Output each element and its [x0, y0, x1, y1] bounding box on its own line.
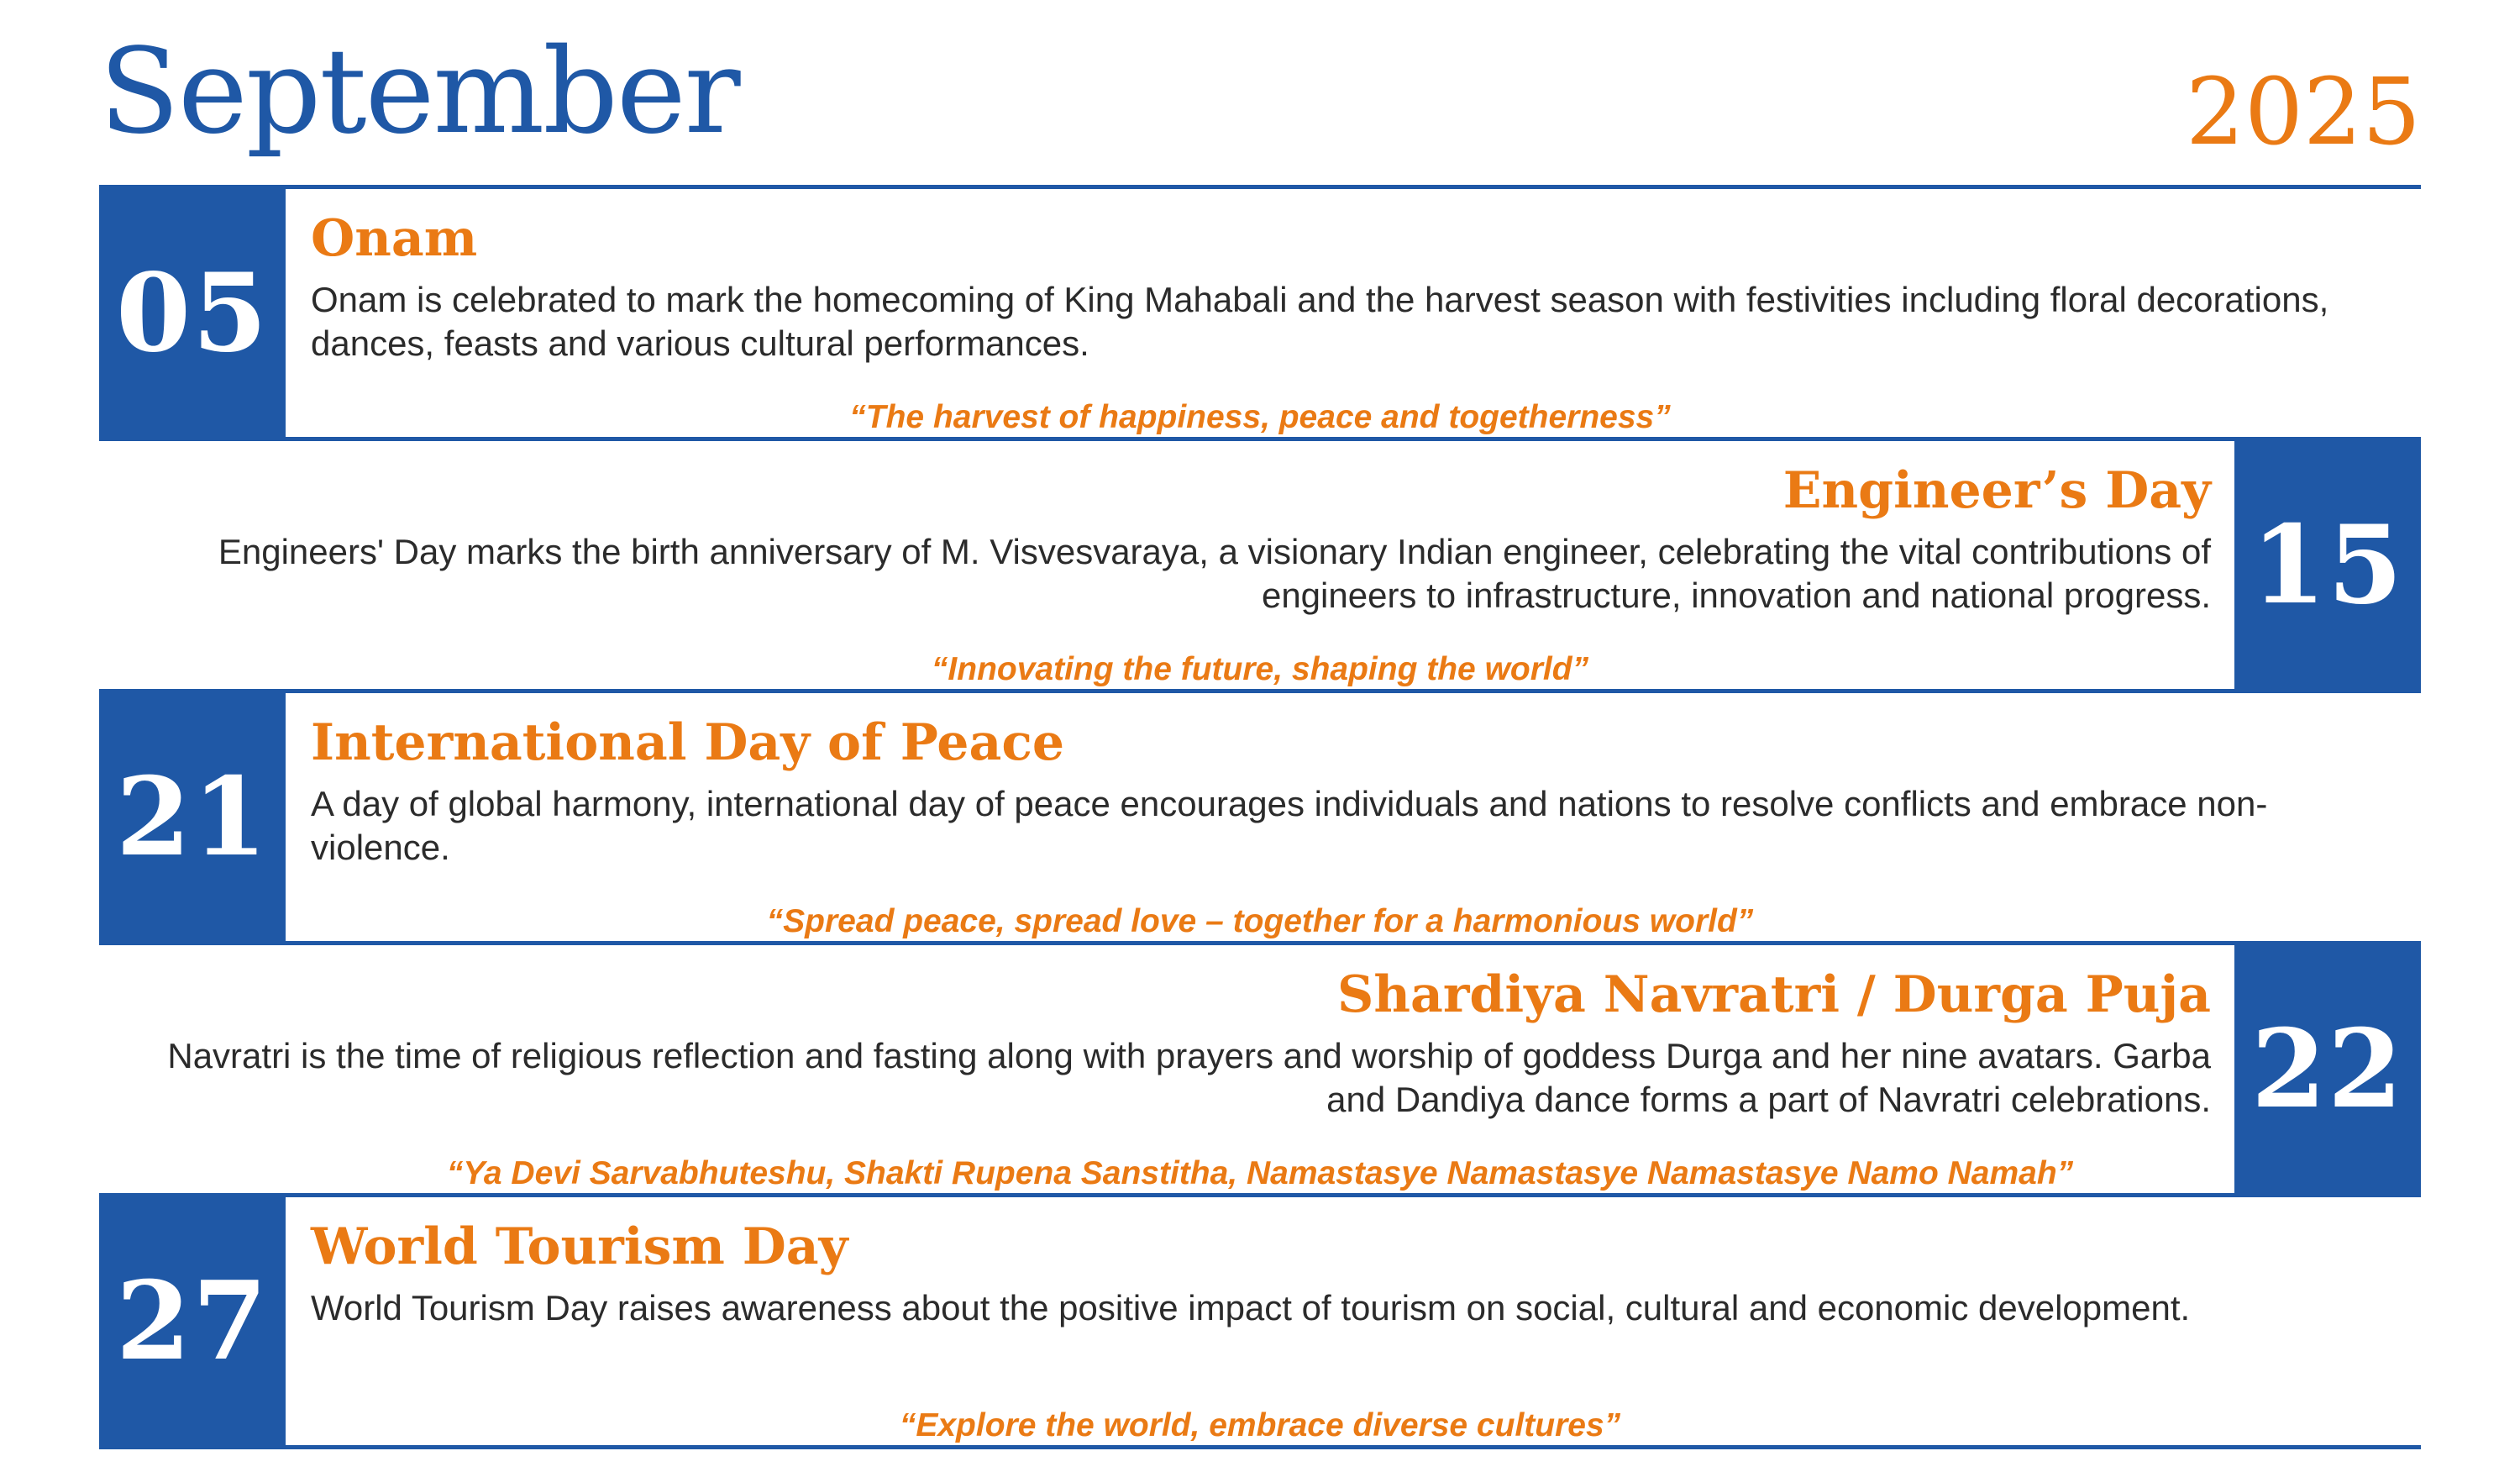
event-date: 05: [99, 189, 286, 437]
event-date: 21: [99, 693, 286, 941]
event-content: [311, 693, 2370, 941]
event-description: World Tourism Day raises awareness about the positive impact of tourism on social, cultural and economic development.: [311, 1288, 2191, 1327]
event-quote: “Innovating the future, shaping the world”: [931, 651, 1589, 687]
event-content: [311, 1197, 2370, 1445]
event-world-tourism-day: [99, 1197, 2421, 1449]
event-description: A day of global harmony, international day of peace encourages individuals and nations to resolve conflicts and embrace non-violence.: [311, 784, 2268, 867]
event-title: World Tourism Day: [311, 1217, 848, 1276]
event-title: Engineer’s Day: [1782, 461, 2211, 520]
event-quote: “Explore the world, embrace diverse cultures”: [899, 1407, 1621, 1443]
event-title: International Day of Peace: [311, 713, 1065, 772]
event-description: Onam is celebrated to mark the homecoming of King Mahabali and the harvest season with festivities including floral decorations, dances, feasts and various cultural performances.: [311, 280, 2329, 363]
event-quote: “Spread peace, spread love – together for a harmonious world”: [766, 903, 1754, 939]
event-engineers-day: [99, 441, 2421, 693]
year-label: 2025: [2186, 58, 2421, 166]
event-quote: “Ya Devi Sarvabhuteshu, Shakti Rupena Sanstitha, Namastasye Namastasye Namastasye Namo Namah”: [446, 1155, 2074, 1191]
event-content: [114, 945, 2211, 1193]
month-title: September: [99, 24, 739, 160]
event-onam: [99, 189, 2421, 441]
event-title: Shardiya Navratri / Durga Puja: [1336, 965, 2211, 1024]
event-title: Onam: [311, 209, 478, 268]
event-date: 22: [2234, 945, 2421, 1193]
event-international-day-of-peace: [99, 693, 2421, 945]
event-quote: “The harvest of happiness, peace and togetherness”: [849, 399, 1671, 435]
event-description: Navratri is the time of religious reflection and fasting along with prayers and worship of goddess Durga and her nine avatars. Garba and Dandiya dance forms a part of Navratri celebrations.: [167, 1036, 2211, 1119]
event-navratri: [99, 945, 2421, 1197]
event-description: Engineers' Day marks the birth anniversary of M. Visvesvaraya, a visionary Indian engineer, celebrating the vital contributions of engineers to infrastructure, innovation and national progress.: [218, 532, 2211, 615]
event-content: [114, 441, 2211, 689]
event-date: 27: [99, 1197, 286, 1445]
event-list: [99, 185, 2421, 1449]
event-content: [311, 189, 2370, 437]
event-date: 15: [2234, 441, 2421, 689]
